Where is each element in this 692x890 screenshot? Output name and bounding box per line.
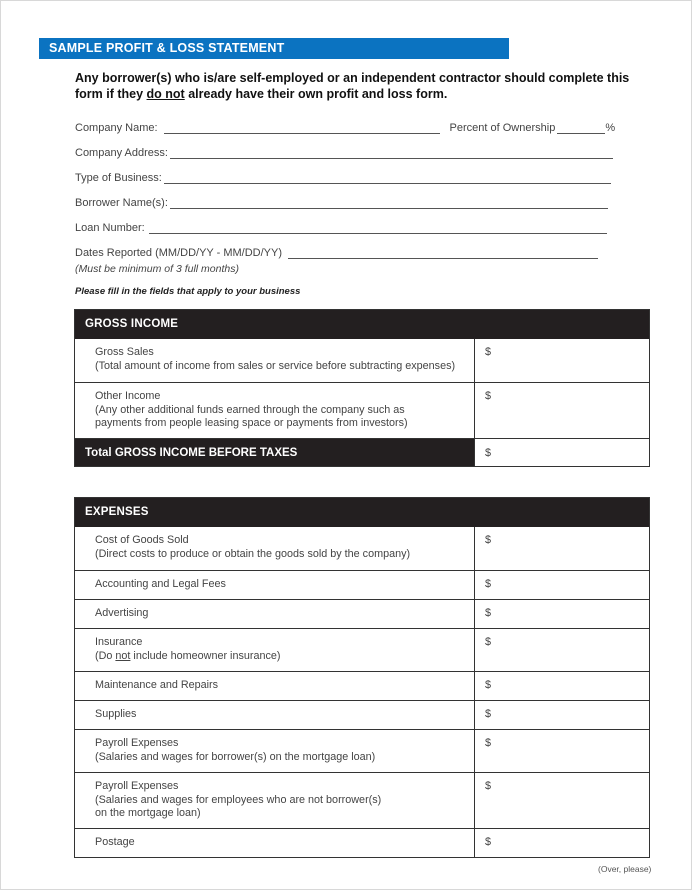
row-description	[75, 600, 475, 628]
row-label: Insurance	[95, 636, 143, 648]
insurance-amount[interactable]: $	[485, 636, 492, 648]
intro-text	[75, 71, 635, 102]
page-title: SAMPLE PROFIT & LOSS STATEMENT	[39, 38, 509, 59]
row-description	[75, 730, 475, 772]
row-description	[75, 339, 475, 382]
borrower-names-label: Borrower Name(s):	[75, 197, 168, 209]
company-address-field	[75, 147, 613, 159]
loan-number-field	[75, 222, 607, 234]
intro-part1: Any borrower(s) who is/are self-employed or an independent contractor should complete this form if they	[75, 71, 630, 101]
row-description	[75, 672, 475, 700]
loan-number-input[interactable]	[149, 224, 607, 234]
borrower-names-field	[75, 197, 608, 209]
maintenance-amount[interactable]: $	[485, 679, 492, 691]
row-detail: (Total amount of income from sales or service before subtracting expenses)	[95, 359, 456, 372]
row-description	[75, 629, 475, 671]
table-row	[75, 628, 649, 671]
table-row	[75, 671, 649, 700]
total-row	[75, 438, 649, 466]
detail-post: include homeowner insurance)	[130, 649, 281, 662]
row-label: Maintenance and Repairs	[95, 679, 219, 691]
gross-income-table	[74, 309, 650, 467]
percent-ownership-input[interactable]	[557, 124, 605, 134]
row-description	[75, 383, 475, 438]
row-detail	[95, 650, 474, 664]
gross-sales-amount[interactable]: $	[485, 346, 492, 358]
detail-underlined: not	[115, 649, 131, 662]
payroll-employees-amount[interactable]: $	[485, 780, 492, 792]
row-description	[75, 829, 475, 857]
percent-sign: %	[605, 122, 616, 134]
table-row	[75, 339, 649, 382]
footer-note: (Over, please)	[598, 864, 652, 874]
table-row	[75, 527, 649, 570]
company-name-field	[75, 122, 615, 134]
advertising-amount[interactable]: $	[485, 607, 492, 619]
table-row	[75, 599, 649, 628]
intro-underlined: do not	[146, 86, 185, 101]
company-name-label: Company Name:	[75, 122, 158, 134]
total-label	[75, 439, 475, 466]
fill-note: Please fill in the fields that apply to your business	[75, 286, 301, 297]
total-prefix: Total	[85, 447, 115, 459]
row-label: Payroll Expenses	[95, 737, 179, 749]
payroll-borrower-amount[interactable]: $	[485, 737, 492, 749]
row-label: Other Income	[95, 390, 161, 402]
other-income-amount[interactable]: $	[485, 390, 492, 402]
row-description	[75, 773, 475, 828]
type-of-business-label: Type of Business:	[75, 172, 162, 184]
total-label-text: GROSS INCOME BEFORE TAXES	[114, 447, 298, 459]
accounting-legal-amount[interactable]: $	[485, 578, 492, 590]
company-address-input[interactable]	[170, 149, 613, 159]
intro-part2: already have their own profit and loss form.	[184, 86, 448, 101]
row-description	[75, 571, 475, 599]
total-gross-income-amount[interactable]: $	[485, 447, 492, 459]
cost-of-goods-amount[interactable]: $	[485, 534, 492, 546]
percent-ownership-label: Percent of Ownership	[449, 122, 556, 134]
company-address-label: Company Address:	[75, 147, 168, 159]
postage-amount[interactable]: $	[485, 836, 492, 848]
loan-number-label: Loan Number:	[75, 222, 145, 234]
company-name-input[interactable]	[164, 124, 440, 134]
gross-income-header: GROSS INCOME	[75, 310, 649, 339]
row-description	[75, 527, 475, 570]
table-row	[75, 772, 649, 828]
table-row	[75, 828, 649, 857]
dates-reported-field	[75, 247, 598, 259]
table-row	[75, 729, 649, 772]
type-of-business-input[interactable]	[164, 174, 611, 184]
row-description	[75, 701, 475, 729]
dates-reported-input[interactable]	[288, 249, 598, 259]
row-label: Accounting and Legal Fees	[95, 578, 226, 590]
row-label: Cost of Goods Sold	[95, 534, 189, 546]
dates-reported-label: Dates Reported (MM/DD/YY - MM/DD/YY)	[75, 247, 283, 259]
dates-note: (Must be minimum of 3 full months)	[75, 263, 239, 275]
table-row	[75, 382, 649, 438]
row-label: Postage	[95, 836, 135, 848]
row-label: Supplies	[95, 708, 137, 720]
detail-pre: (Do	[95, 649, 116, 662]
row-label: Advertising	[95, 607, 149, 619]
row-detail: (Salaries and wages for employees who are not borrower(s) on the mortgage loan)	[95, 793, 382, 819]
table-row	[75, 570, 649, 599]
row-detail: (Direct costs to produce or obtain the goods sold by the company)	[95, 547, 411, 560]
borrower-names-input[interactable]	[170, 199, 608, 209]
type-of-business-field	[75, 172, 611, 184]
table-row	[75, 700, 649, 729]
row-detail: (Any other additional funds earned through the company such as payments from people leasing space or payments from investors)	[95, 403, 408, 429]
supplies-amount[interactable]: $	[485, 708, 492, 720]
expenses-table	[74, 497, 650, 858]
row-detail: (Salaries and wages for borrower(s) on the mortgage loan)	[95, 750, 376, 763]
expenses-header: EXPENSES	[75, 498, 649, 527]
row-label: Payroll Expenses	[95, 780, 179, 792]
row-label: Gross Sales	[95, 346, 154, 358]
